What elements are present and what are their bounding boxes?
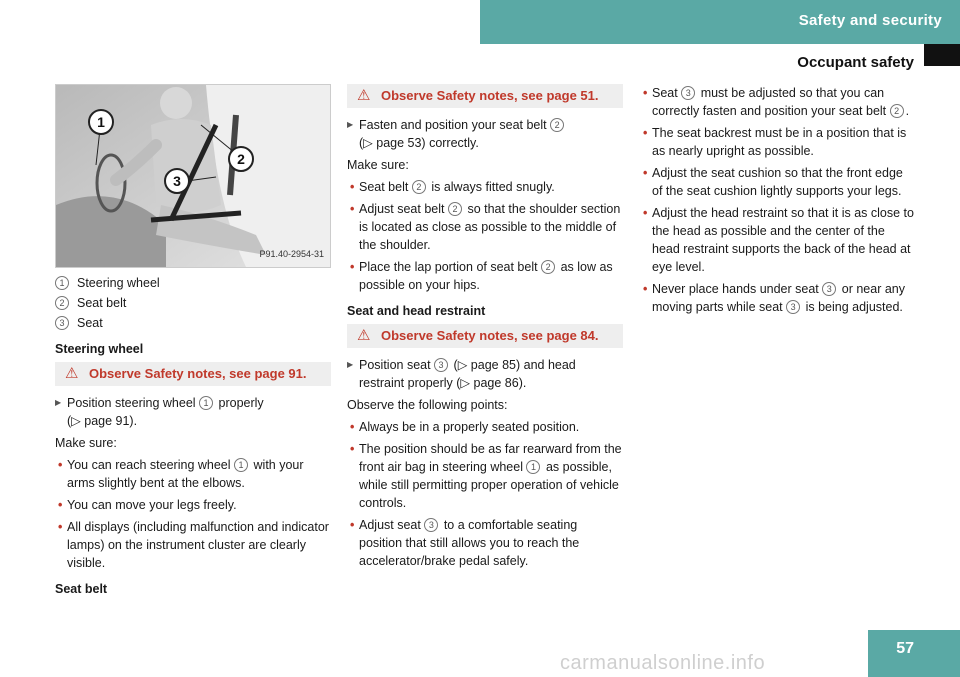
warning-text: Observe Safety notes, see page 84. (381, 328, 599, 343)
instruction-step (347, 356, 623, 392)
step-text: (▷ page 85) and head restraint properly (▷ page 86). (359, 358, 576, 390)
legend-label: Steering wheel (77, 276, 160, 290)
section-title: Safety and security (798, 12, 942, 29)
warning-icon: ⚠ (357, 327, 371, 344)
warning-icon: ⚠ (357, 87, 371, 104)
bullet-item (347, 258, 623, 294)
bullet-item: • You can move your legs freely. (55, 496, 331, 514)
item-number: 3 (681, 86, 695, 100)
instruction-step (347, 116, 623, 152)
figure-code: P91.40-2954-31 (259, 249, 324, 259)
bullet-text: with your arms slightly bent at the elbows. (67, 458, 304, 490)
item-number: 3 (434, 358, 448, 372)
item-number: 1 (526, 460, 540, 474)
section-marker (924, 44, 960, 66)
item-number: 2 (550, 118, 564, 132)
bullet-text: or near any moving parts while seat (652, 282, 905, 314)
bullet-text: Adjust seat belt (359, 202, 445, 216)
watermark: carmanualsonline.info (560, 652, 766, 674)
instruction-step (55, 394, 331, 430)
step-text: Position seat (359, 358, 431, 372)
bullet-item: • Always be in a properly seated position. (347, 418, 623, 436)
item-number: 1 (55, 276, 69, 290)
column-3 (640, 84, 916, 320)
warning-box (347, 84, 623, 108)
bullet-item (347, 516, 623, 570)
item-number: 2 (541, 260, 555, 274)
bullet-text: You can reach steering wheel (67, 458, 231, 472)
item-number: 3 (55, 316, 69, 330)
bullet-item (347, 178, 623, 196)
seating-illustration (55, 84, 331, 268)
bullet-text: Adjust seat (359, 518, 421, 532)
column-1 (55, 84, 331, 600)
warning-icon: ⚠ (65, 365, 79, 382)
callout-2: 2 (228, 146, 254, 172)
bullet-text: The position should be as far rearward from the front air bag in steering wheel (359, 442, 622, 474)
bullet-item: • The seat backrest must be in a position that is as nearly upright as possible. (640, 124, 916, 160)
bullet-item: • Adjust the seat cushion so that the front edge of the seat cushion lightly supports your legs. (640, 164, 916, 200)
callout-1: 1 (88, 109, 114, 135)
item-number: 2 (448, 202, 462, 216)
bullet-text: Place the lap portion of seat belt (359, 260, 538, 274)
subsection-title: Occupant safety (797, 54, 914, 71)
bullet-text: to a comfortable seating position that still allows you to reach the accelerator/brake pedal safely. (359, 518, 580, 568)
warning-text: Observe Safety notes, see page 91. (89, 366, 307, 381)
bullet-text: . (905, 104, 910, 118)
step-text: properly (218, 396, 264, 410)
bullet-item (55, 456, 331, 492)
bullet-text: so that the shoulder section is located as close as possible to the middle of the shoulder. (359, 202, 621, 252)
callout-3: 3 (164, 168, 190, 194)
item-number: 1 (234, 458, 248, 472)
section-tab (480, 0, 960, 44)
warning-box (55, 362, 331, 386)
item-number: 2 (412, 180, 426, 194)
bullet-item: • All displays (including malfunction and indicator lamps) on the instrument cluster are clearly visible. (55, 518, 331, 572)
item-number: 1 (199, 396, 213, 410)
item-number: 2 (55, 296, 69, 310)
steering-heading: Steering wheel (55, 342, 144, 356)
bullet-text: must be adjusted so that you can correctly fasten and position your seat belt (652, 86, 887, 118)
legend-label: Seat belt (77, 296, 127, 310)
page-number: 57 (896, 640, 914, 657)
make-sure-text: Make sure: (347, 158, 409, 172)
bullet-text: Seat (652, 86, 678, 100)
warning-text: Observe Safety notes, see page 51. (381, 88, 599, 103)
bullet-item: • Adjust the head restraint so that it is as close to the head as possible and the center of the head restraint supports the back of the head at eye level. (640, 204, 916, 276)
bullet-text: as low as possible on your hips. (359, 260, 613, 292)
seatbelt-heading: Seat belt (55, 582, 108, 596)
warning-box (347, 324, 623, 348)
item-number: 3 (424, 518, 438, 532)
make-sure-text: Make sure: (55, 436, 117, 450)
observe-text: Observe the following points: (347, 398, 508, 412)
page-reference: (▷ page 53) correctly. (359, 136, 479, 150)
column-2 (347, 84, 623, 574)
step-text: Fasten and position your seat belt (359, 118, 547, 132)
legend-label: Seat (77, 316, 103, 330)
legend-item (55, 274, 331, 292)
bullet-item (640, 84, 916, 120)
page-reference: (▷ page 91). (67, 414, 138, 428)
item-number: 3 (822, 282, 836, 296)
bullet-text: is always fitted snugly. (431, 180, 555, 194)
page-number-tab (868, 630, 960, 677)
bullet-item (347, 200, 623, 254)
bullet-item (640, 280, 916, 316)
step-text: Position steering wheel (67, 396, 196, 410)
legend-item (55, 314, 331, 332)
bullet-text: as possible, while still permitting proper operation of vehicle controls. (359, 460, 619, 510)
item-number: 3 (786, 300, 800, 314)
item-number: 2 (890, 104, 904, 118)
bullet-item (347, 440, 623, 512)
bullet-text: Seat belt (359, 180, 409, 194)
seat-heading: Seat and head restraint (347, 304, 486, 318)
legend-item (55, 294, 331, 312)
bullet-text: Never place hands under seat (652, 282, 819, 296)
bullet-text: is being adjusted. (805, 300, 903, 314)
